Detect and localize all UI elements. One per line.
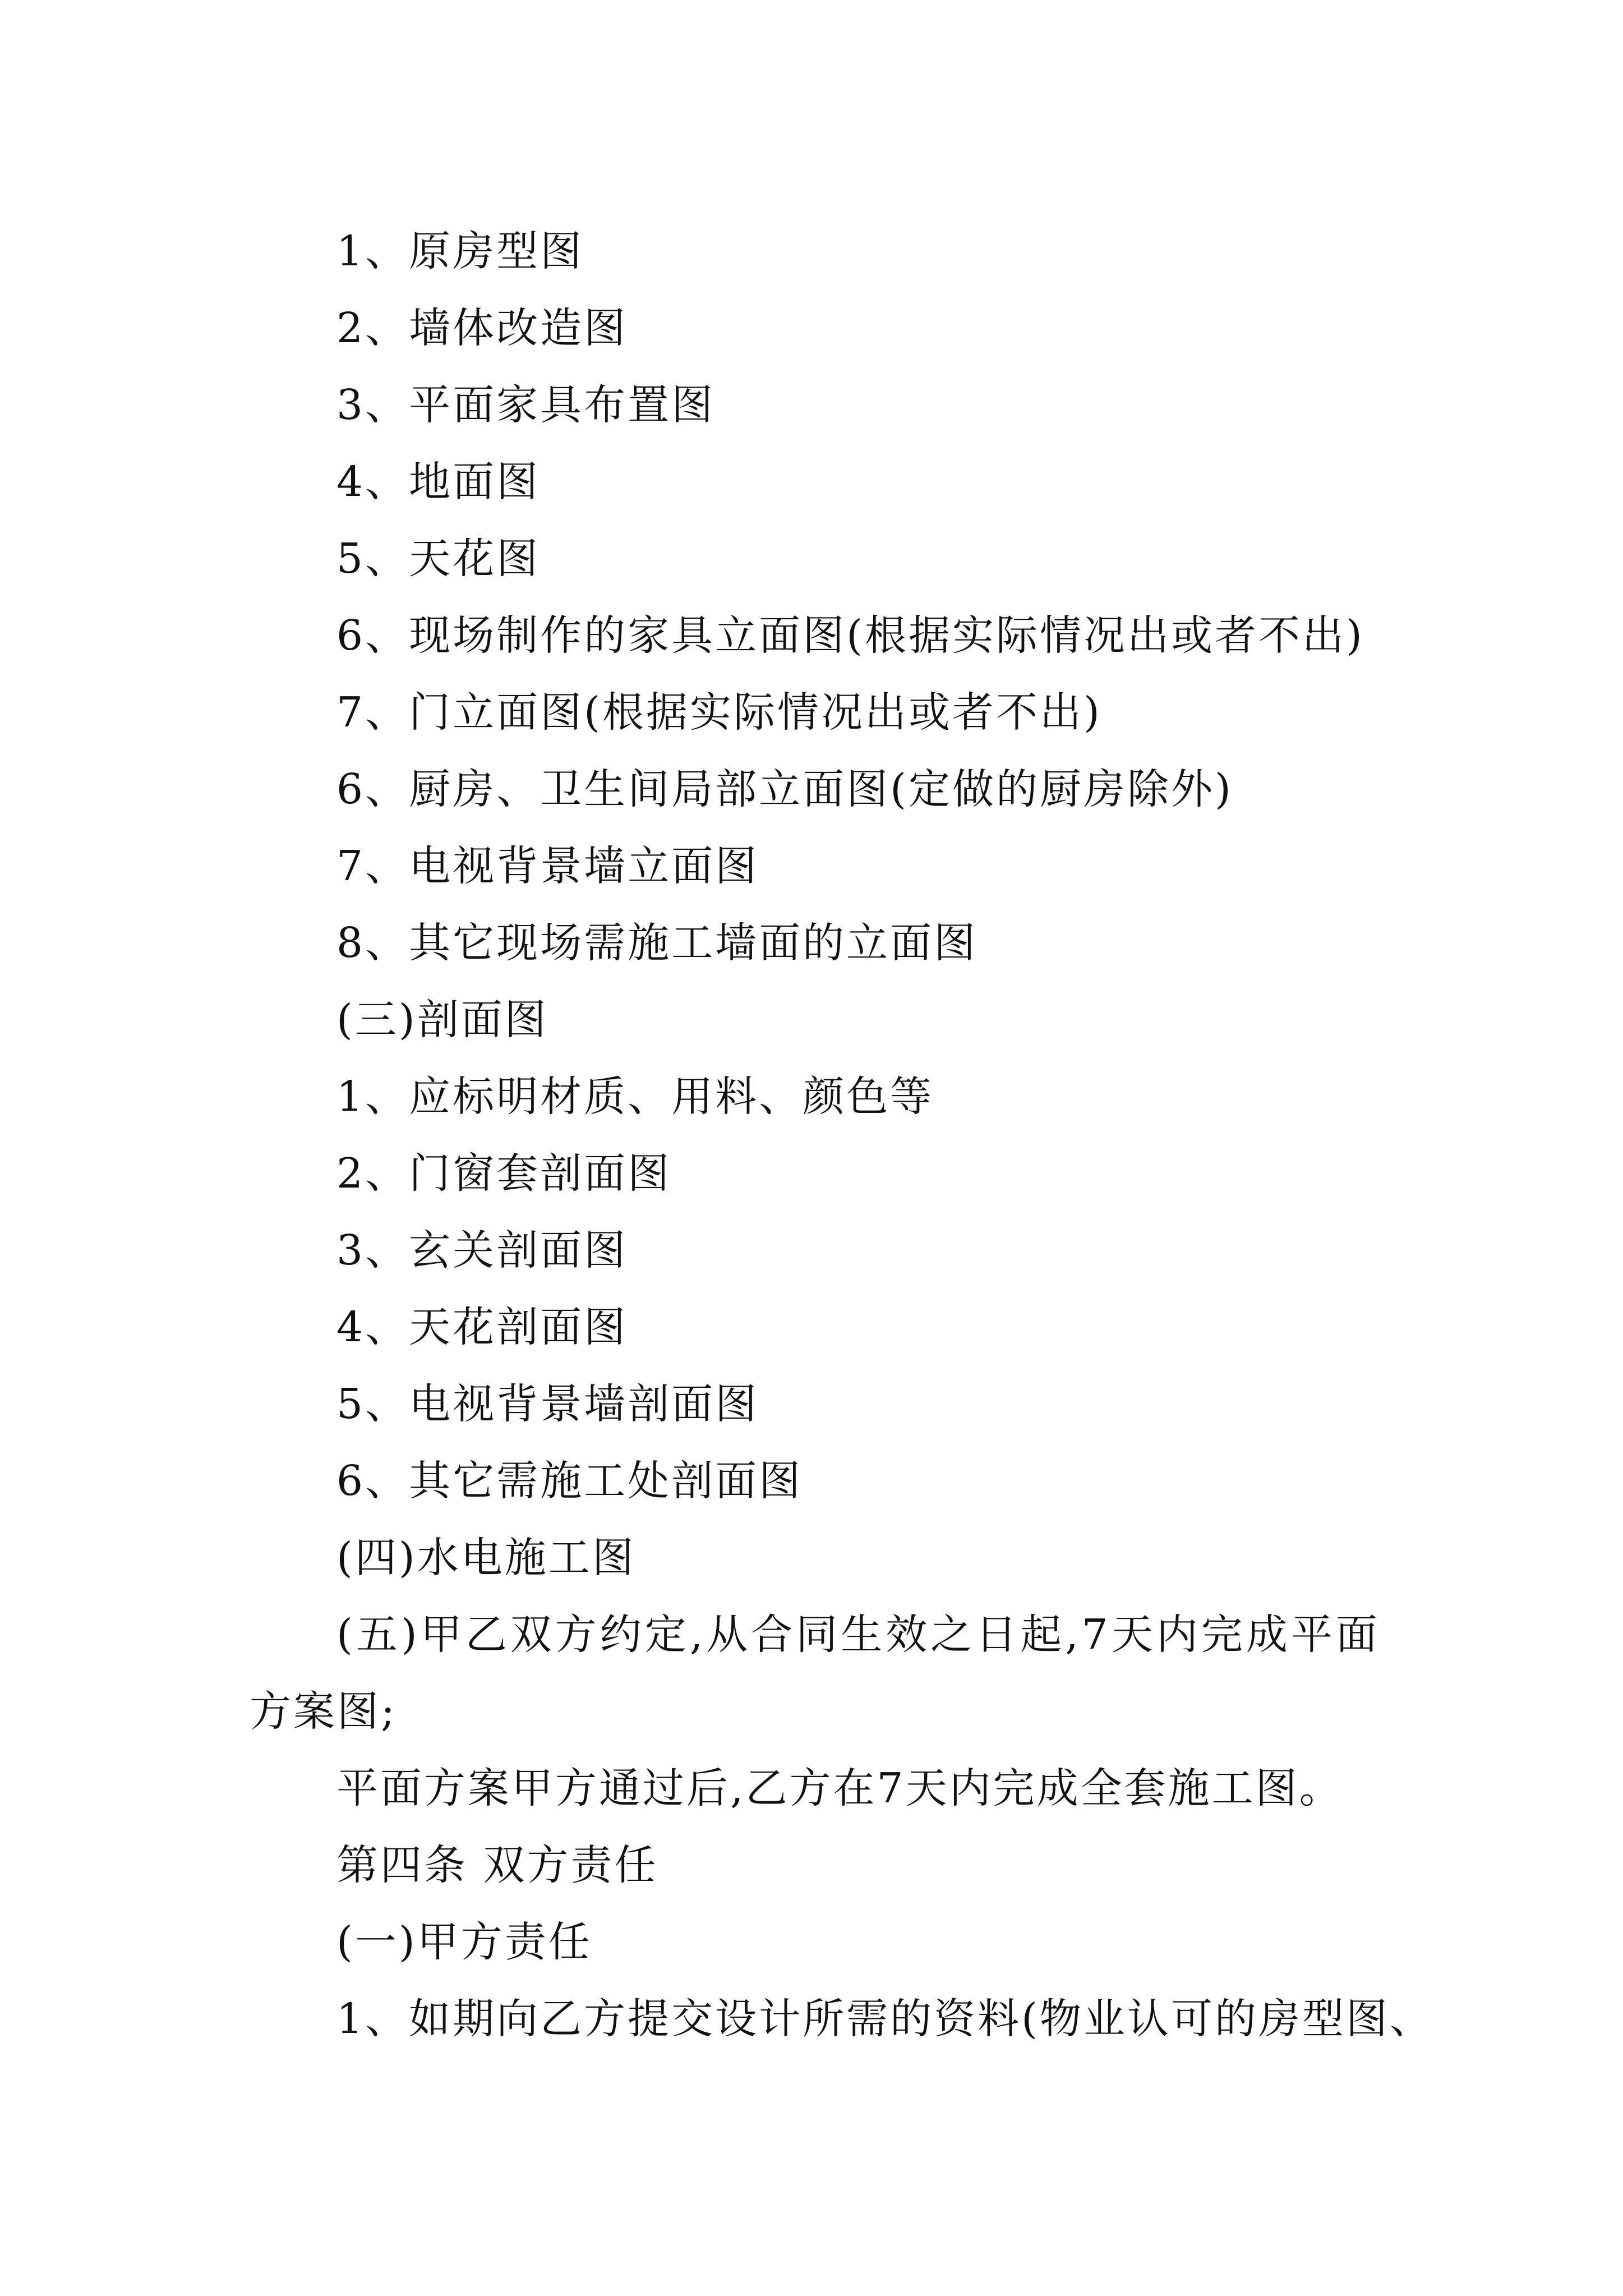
list-item: 5、天花图 [336, 535, 541, 583]
list-item: 4、天花剖面图 [336, 1303, 628, 1351]
paragraph-line: 平面方案甲方通过后,乙方在7天内完成全套施工图。 [336, 1764, 1343, 1812]
list-item: 6、现场制作的家具立面图(根据实际情况出或者不出) [336, 611, 1364, 660]
list-item: 6、厨房、卫生间局部立面图(定做的厨房除外) [336, 765, 1233, 813]
list-item: 1、原房型图 [336, 227, 584, 275]
list-item: 2、墙体改造图 [336, 304, 628, 352]
paragraph-line: 1、如期向乙方提交设计所需的资料(物业认可的房型图、 [336, 1995, 1433, 2043]
paragraph-line: 方案图; [250, 1687, 397, 1736]
article-heading: 第四条 双方责任 [336, 1841, 658, 1889]
list-item: 6、其它需施工处剖面图 [336, 1457, 803, 1505]
paragraph-line: (五)甲乙双方约定,从合同生效之日起,7天内完成平面 [336, 1611, 1381, 1659]
list-item: 1、应标明材质、用料、颜色等 [336, 1073, 934, 1121]
list-item: 4、地面图 [336, 458, 541, 506]
list-item: 3、玄关剖面图 [336, 1226, 628, 1274]
list-item: 7、门立面图(根据实际情况出或者不出) [336, 688, 1102, 737]
list-item: 8、其它现场需施工墙面的立面图 [336, 919, 978, 967]
list-item: 3、平面家具布置图 [336, 381, 716, 429]
section-heading: (四)水电施工图 [336, 1534, 636, 1582]
document-body [250, 213, 1433, 2058]
list-item: 7、电视背景墙立面图 [336, 842, 759, 890]
list-item: 2、门窗套剖面图 [336, 1149, 672, 1198]
section-heading: (三)剖面图 [336, 996, 548, 1044]
list-item: 5、电视背景墙剖面图 [336, 1380, 759, 1428]
section-heading: (一)甲方责任 [336, 1918, 592, 1966]
